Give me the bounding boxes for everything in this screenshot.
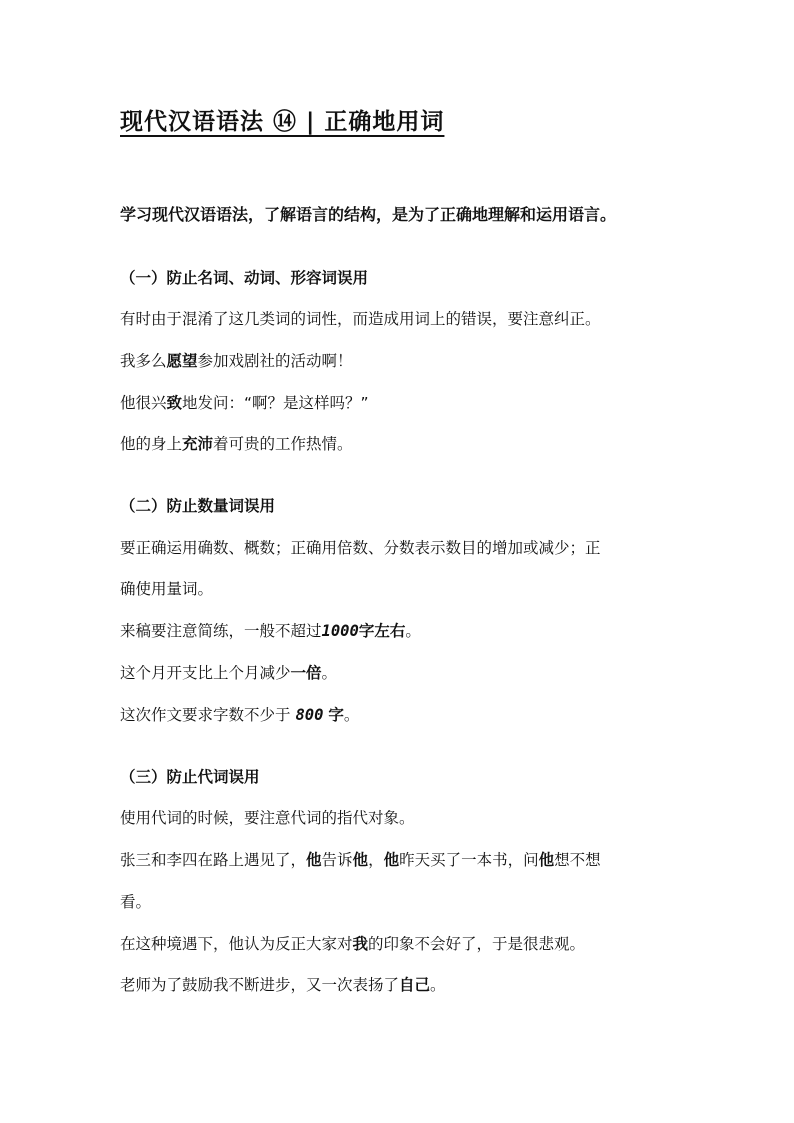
emphasized-number: 800 (295, 706, 324, 724)
section-heading-3: （三）防止代词误用 (120, 768, 260, 786)
text-run: 他的身上 (120, 435, 183, 453)
section-2-line (120, 619, 421, 641)
section-2-line: 要正确运用确数、概数；正确用倍数、分数表示数目的增加或减少；正 (120, 539, 601, 557)
section-1-line (120, 349, 353, 371)
section-1-line (120, 432, 353, 454)
emphasized-word: 字 (328, 706, 344, 724)
section-3-line (120, 932, 585, 954)
text-run: 。 (343, 706, 360, 724)
section-3-line (120, 848, 601, 870)
emphasized-word: 我 (352, 935, 369, 953)
text-run: 想不想 (554, 851, 601, 869)
emphasized-word: 一倍 (290, 664, 322, 682)
text-run: 他很兴 (120, 394, 167, 412)
text-run: 在这种境遇下，他认为反正大家对 (120, 935, 353, 953)
section-3-line (120, 973, 446, 995)
emphasized-word: 字左右 (358, 622, 406, 640)
section-1-line (120, 391, 369, 413)
text-run: 这个月开支比上个月减少 (120, 664, 291, 682)
section-2-line: 确使用量词。 (120, 580, 214, 598)
intro-paragraph: 学习现代汉语语法，了解语言的结构，是为了正确地理解和运用语言。 (120, 205, 617, 224)
emphasized-word: 他 (383, 851, 400, 869)
text-run: 参加戏剧社的活动啊！ (197, 352, 353, 370)
text-run: 告诉 (321, 851, 353, 869)
emphasized-number: 1000 (321, 622, 359, 640)
text-run: 。 (405, 622, 421, 640)
text-run: 着可贵的工作热情。 (213, 435, 353, 453)
text-run: 我多么 (120, 352, 167, 370)
section-2-line (120, 703, 359, 725)
section-heading-2: （二）防止数量词误用 (120, 497, 276, 515)
page-title: 现代汉语语法 ⑭ | 正确地用词 (120, 109, 445, 135)
text-run: 。 (430, 976, 446, 994)
text-run: 来稿要注意简练，一般不超过 (120, 622, 322, 640)
emphasized-word: 致 (166, 394, 183, 412)
text-run: 张三和李四在路上遇见了， (120, 851, 307, 869)
text-run: 不少于 (244, 706, 291, 724)
section-3-line: 使用代词的时候，要注意代词的指代对象。 (120, 809, 415, 827)
emphasized-word: 充沛 (182, 435, 214, 453)
section-2-line (120, 661, 337, 683)
text-run: 地发问：“啊？是这样吗？” (182, 394, 369, 412)
section-3-line: 看。 (120, 893, 152, 911)
text-run: 昨天买了一本书，问 (399, 851, 539, 869)
text-run: 老师为了鼓励我不断进步，又一次表扬了 (120, 976, 400, 994)
section-heading-1: （一）防止名词、动词、形容词误用 (120, 269, 369, 287)
section-1-line: 有时由于混淆了这几类词的词性，而造成用词上的错误，要注意纠正。 (120, 310, 601, 328)
text-run: 。 (321, 664, 338, 682)
text-run: 的印象不会好了，于是很悲观。 (368, 935, 586, 953)
emphasized-word: 他 (538, 851, 555, 869)
text-run: ， (368, 851, 384, 869)
emphasized-word: 自己 (399, 976, 431, 994)
emphasized-word: 他 (306, 851, 322, 869)
emphasized-word: 他 (352, 851, 369, 869)
text-run: 这次作文要求字数 (120, 706, 245, 724)
emphasized-word: 愿望 (166, 352, 198, 370)
